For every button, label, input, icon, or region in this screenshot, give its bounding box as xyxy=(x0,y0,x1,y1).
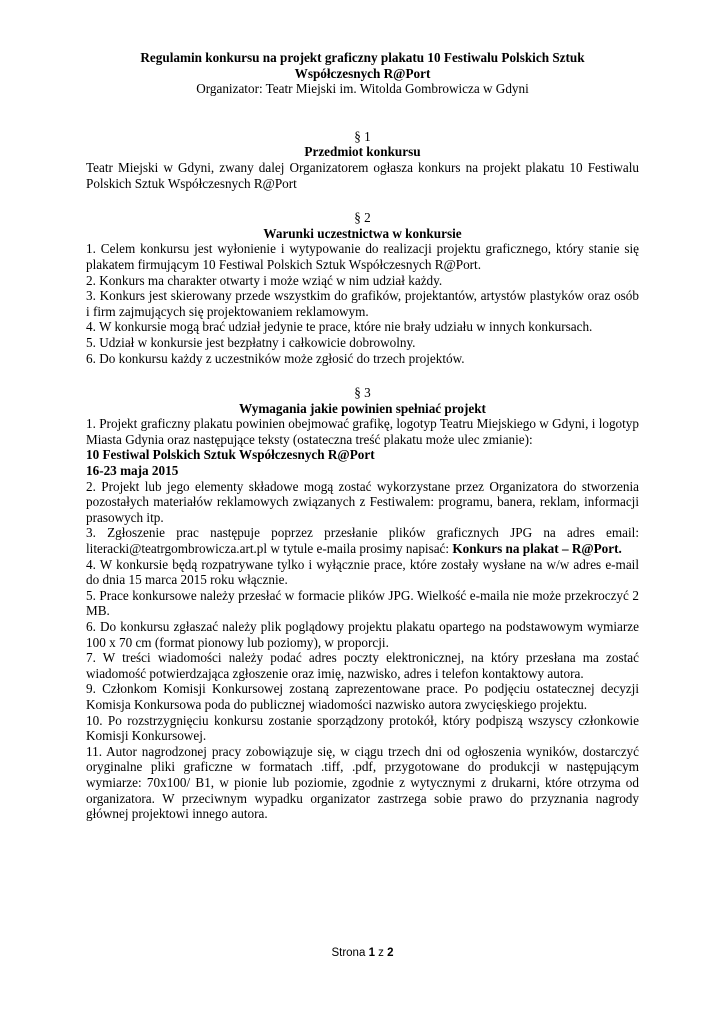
list-item: 4. W konkursie mogą brać udział jedynie te prace, które nie brały udziału w innych konkursach. xyxy=(86,319,593,335)
list-item: 11. Autor nagrodzonej pracy zobowiązuje się, w ciągu trzech dni od ogłoszenia wyników, dostarczyć oryginalne pliki graficzne w formatach .tiff, .pdf, przygotowane do produkcji w następującym wymiarze: 70x100/ B1, w pionie lub poziomie, zgodnie z wytycznymi z drukarni, które otrzyma od organizatora. W przeciwnym wypadku organizator zastrzega sobie prawo do przyznania nagrody głównej projektowi innego autora. xyxy=(86,743,639,822)
list-item: 1. Celem konkursu jest wyłonienie i wytypowanie do realizacji projektu graficznego, który stanie się plakatem firmującym 10 Festiwal Polskich Sztuk Współczesnych R@Port. xyxy=(86,241,639,272)
email-subject: Konkurs na plakat – R@Port. xyxy=(452,541,622,557)
organizer-line: Organizator: Teatr Miejski im. Witolda Gombrowicza w Gdyni xyxy=(196,81,529,97)
section-number: § 1 xyxy=(354,128,371,144)
section-title: Warunki uczestnictwa w konkursie xyxy=(263,225,462,241)
list-item: 6. Do konkursu zgłaszać należy plik poglądowy projektu plakatu opartego na podstawowym wymiarze 100 x 70 cm (format pionowy lub poziomy), w proporcji. xyxy=(86,619,639,650)
list-item: 10. Po rozstrzygnięciu konkursu zostanie sporządzony protokół, który podpiszą wszyscy członkowie Komisji Konkursowej. xyxy=(86,712,639,744)
list-item xyxy=(86,525,639,556)
list-item: 4. W konkursie będą rozpatrywane tylko i wyłącznie prace, które zostały wysłane na w/w adres e-mail do dnia 15 marca 2015 roku włącznie. xyxy=(86,556,639,588)
section-number: § 2 xyxy=(354,210,371,226)
list-item: 7. W treści wiadomości należy podać adres poczty elektronicznej, na który przesłana ma zostać wiadomość potwierdzająca zgłoszenie oraz imię, nazwisko, adres i telefon kontaktowy autora. xyxy=(86,650,639,681)
title-line-2: Współczesnych R@Port xyxy=(294,65,431,81)
page-footer xyxy=(0,947,725,959)
list-item: 2. Konkurs ma charakter otwarty i może wziąć w nim udział każdy. xyxy=(86,272,443,288)
section-number: § 3 xyxy=(354,385,371,401)
list-item: 5. Prace konkursowe należy przesłać w formacie plików JPG. Wielkość e-maila nie może przekroczyć 2 MB. xyxy=(86,587,639,619)
footer-total-pages: 2 xyxy=(387,947,394,959)
section-title: Przedmiot konkursu xyxy=(304,144,421,160)
list-item: 6. Do konkursu każdy z uczestników może zgłosić do trzech projektów. xyxy=(86,350,465,366)
section-title: Wymagania jakie powinien spełniać projekt xyxy=(239,400,486,416)
footer-page-number: 1 xyxy=(368,947,375,959)
festival-name: 10 Festiwal Polskich Sztuk Współczesnych R@Port xyxy=(86,447,375,463)
footer-label: Strona xyxy=(331,947,366,959)
section-text: Teatr Miejski w Gdyni, zwany dalej Organizatorem ogłasza konkurs na projekt plakatu 10 Festiwalu Polskich Sztuk Współczesnych R@Port xyxy=(86,159,639,191)
document-page xyxy=(86,50,639,822)
festival-dates: 16-23 maja 2015 xyxy=(86,463,179,479)
section-3 xyxy=(86,385,639,822)
footer-of: z xyxy=(378,947,384,959)
document-title xyxy=(86,50,639,81)
list-item: 5. Udział w konkursie jest bezpłatny i całkowicie dobrowolny. xyxy=(86,334,416,350)
list-item: 9. Członkom Komisji Konkursowej zostaną zaprezentowane prace. Po podjęciu ostatecznej decyzji Komisja Konkursowa poda do publicznej wiadomości nazwisko autora zwycięskiego projektu. xyxy=(86,681,639,712)
section-2 xyxy=(86,210,639,366)
section-1 xyxy=(86,129,639,191)
title-line-1: Regulamin konkursu na projekt graficzny plakatu 10 Festiwalu Polskich Sztuk xyxy=(140,50,585,65)
list-item: 3. Konkurs jest skierowany przede wszystkim do grafików, projektantów, artystów plastyków oraz osób i firm zajmujących się projektowaniem reklamowym. xyxy=(86,288,639,319)
list-item: 1. Projekt graficzny plakatu powinien obejmować grafikę, logotyp Teatru Miejskiego w Gdyni, i logotyp Miasta Gdynia oraz następujące teksty (ostateczna treść plakatu może ulec zmianie): xyxy=(86,416,639,447)
list-item: 2. Projekt lub jego elementy składowe mogą zostać wykorzystane przez Organizatora do stworzenia pozostałych materiałów reklamowych związanych z Festiwalem: programu, banera, reklam, informacji prasowych itp. xyxy=(86,478,639,525)
item-text: 3. Zgłoszenie prac następuje poprzez przesłanie plików graficznych JPG na adres email: literacki@teatrgombrowicza.art.pl w tytule e-maila prosimy napisać: xyxy=(86,525,639,557)
